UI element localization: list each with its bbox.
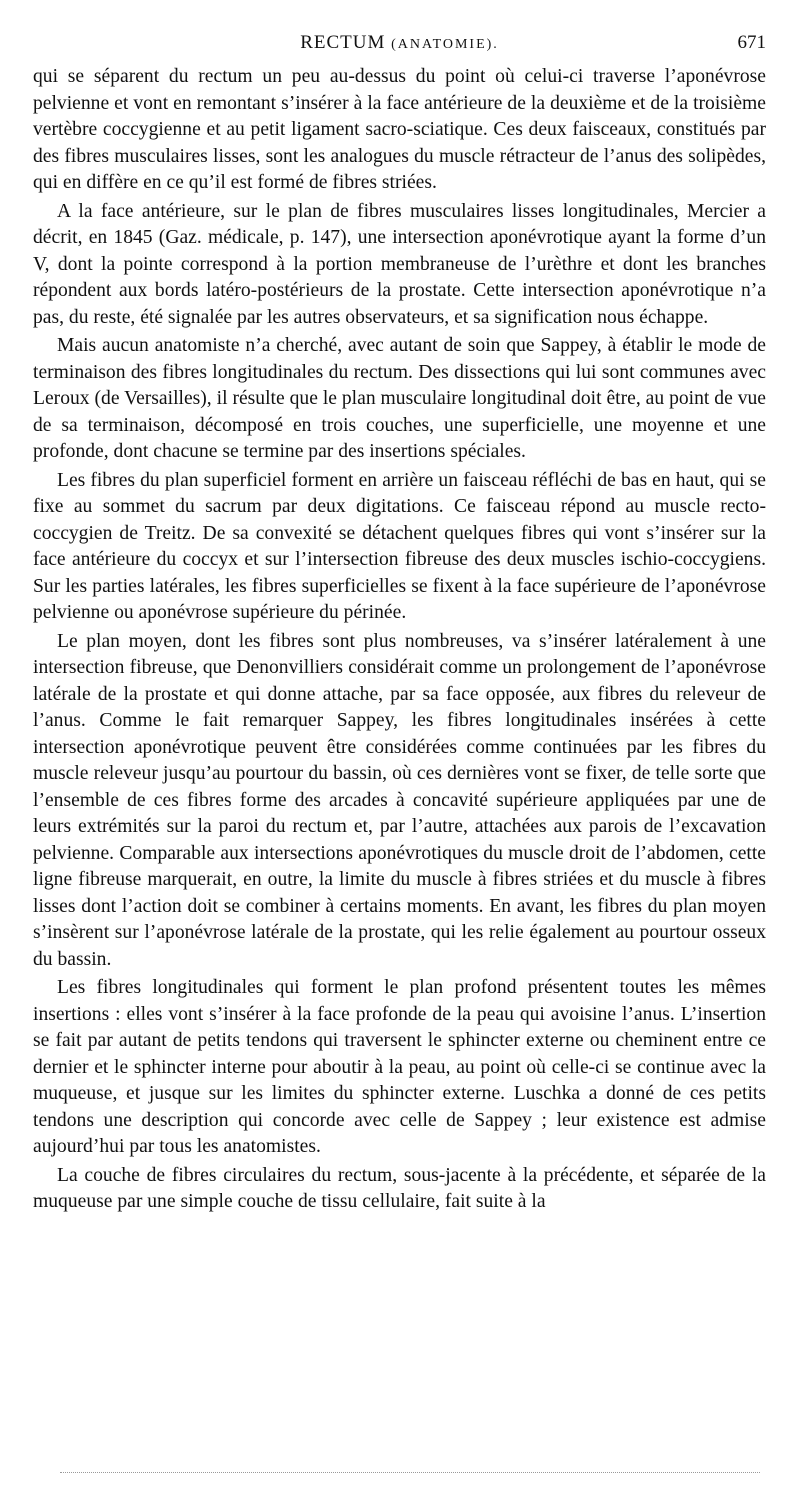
paragraph-7: La couche de fibres circulaires du rectum, sous-jacente à la précédente, et séparée de la muqueuse par une simple couche de tissu cellulaire, fait suite à la — [33, 1164, 766, 1212]
paragraph-1: qui se séparent du rectum un peu au-dessus du point où celui-ci traverse l’aponévrose pelvienne et vont en remontant s’insérer à la face antérieure de la deuxième et de la troisième vertèbre coccygienne et au petit ligament sacro-sciatique. Ces deux faisceaux, constitués par des fibres musculaires lisses, sont les analogues du muscle rétracteur de l’anus des solipèdes, qui en diffère en ce qu’il est formé de fibres striées. — [33, 66, 766, 193]
paragraph-4: Les fibres du plan superficiel forment en arrière un faisceau réfléchi de bas en haut, qui se fixe au sommet du sacrum par deux digitations. Ce faisceau répond au muscle recto-coccygien de Treitz. De sa convexité se détachent quelques fibres qui vont s’insérer sur la face antérieure du coccyx et sur l’intersection fibreuse des deux muscles ischio-coccygiens. Sur les parties latérales, les fibres superficielles se fixent à la face supérieure de l’aponévrose pelvienne ou aponévrose supérieure du périnée. — [33, 469, 766, 623]
running-head-subtitle: (ANATOMIE). — [391, 37, 499, 52]
page-number: 671 — [737, 32, 766, 53]
running-head — [33, 32, 766, 54]
paragraph-6: Les fibres longitudinales qui forment le plan profond présentent toutes les mêmes insertions : elles vont s’insérer à la face profonde de la peau qui avoisine l’anus. L’insertion se fait par autant de petits tendons qui traversent le sphincter externe ou cheminent entre ce dernier et le sphincter interne pour aboutir à la peau, au point où celle-ci se continue avec la muqueuse, et jusque sur les limites du sphincter externe. Luschka a donné de ces petits tendons une description qui concorde avec celle de Sappey ; leur existence est admise aujourd’hui par tous les anatomistes. — [33, 977, 766, 1157]
page-header — [33, 32, 766, 60]
paragraph-5: Le plan moyen, dont les fibres sont plus nombreuses, va s’insérer latéralement à une intersection fibreuse, que Denonvilliers considérait comme un prolongement de l’aponévrose latérale de la prostate et qui donne attache, par sa face opposée, aux fibres du releveur de l’anus. Comme le fait remarquer Sappey, les fibres longitudinales insérées à cette intersection aponévrotique peuvent être considérées comme continuées par les fibres du muscle releveur jusqu’au pourtour du bassin, où ces dernières vont se fixer, de telle sorte que l’ensemble de ces fibres forme des arcades à concavité supérieure appliquées par une de leurs extrémités sur la paroi du rectum et, par l’autre, attachées aux parois de l’excavation pelvienne. Comparable aux intersections aponévrotiques du muscle droit de l’abdomen, cette ligne fibreuse marquerait, en outre, la limite du muscle à fibres striées et du muscle à fibres lisses dont l’action doit se combiner à certains moments. En avant, les fibres du plan moyen s’insèrent sur l’aponévrose latérale de la prostate, qui les relie également au pourtour osseux du bassin. — [33, 630, 766, 970]
body-text — [33, 64, 766, 1218]
running-head-title: RECTUM — [300, 32, 386, 53]
footer-rule — [60, 1472, 760, 1473]
paragraph-3: Mais aucun anatomiste n’a cherché, avec autant de soin que Sappey, à établir le mode de terminaison des fibres longitudinales du rectum. Des dissections qui lui sont communes avec Leroux (de Versailles), il résulte que le plan musculaire longitudinal doit être, au point de vue de sa terminaison, décomposé en trois couches, une superficielle, une moyenne et une profonde, dont chacune se termine par des insertions spéciales. — [33, 335, 766, 462]
paragraph-2: A la face antérieure, sur le plan de fibres musculaires lisses longitudinales, Mercier a décrit, en 1845 (Gaz. médicale, p. 147), une intersection aponévrotique ayant la forme d’un V, dont la pointe correspond à la portion membraneuse de l’urèthre et dont les branches répondent aux bords latéro-postérieurs de la prostate. Cette intersection aponévrotique n’a pas, du reste, été signalée par les autres observateurs, et sa signification nous échappe. — [33, 200, 766, 328]
